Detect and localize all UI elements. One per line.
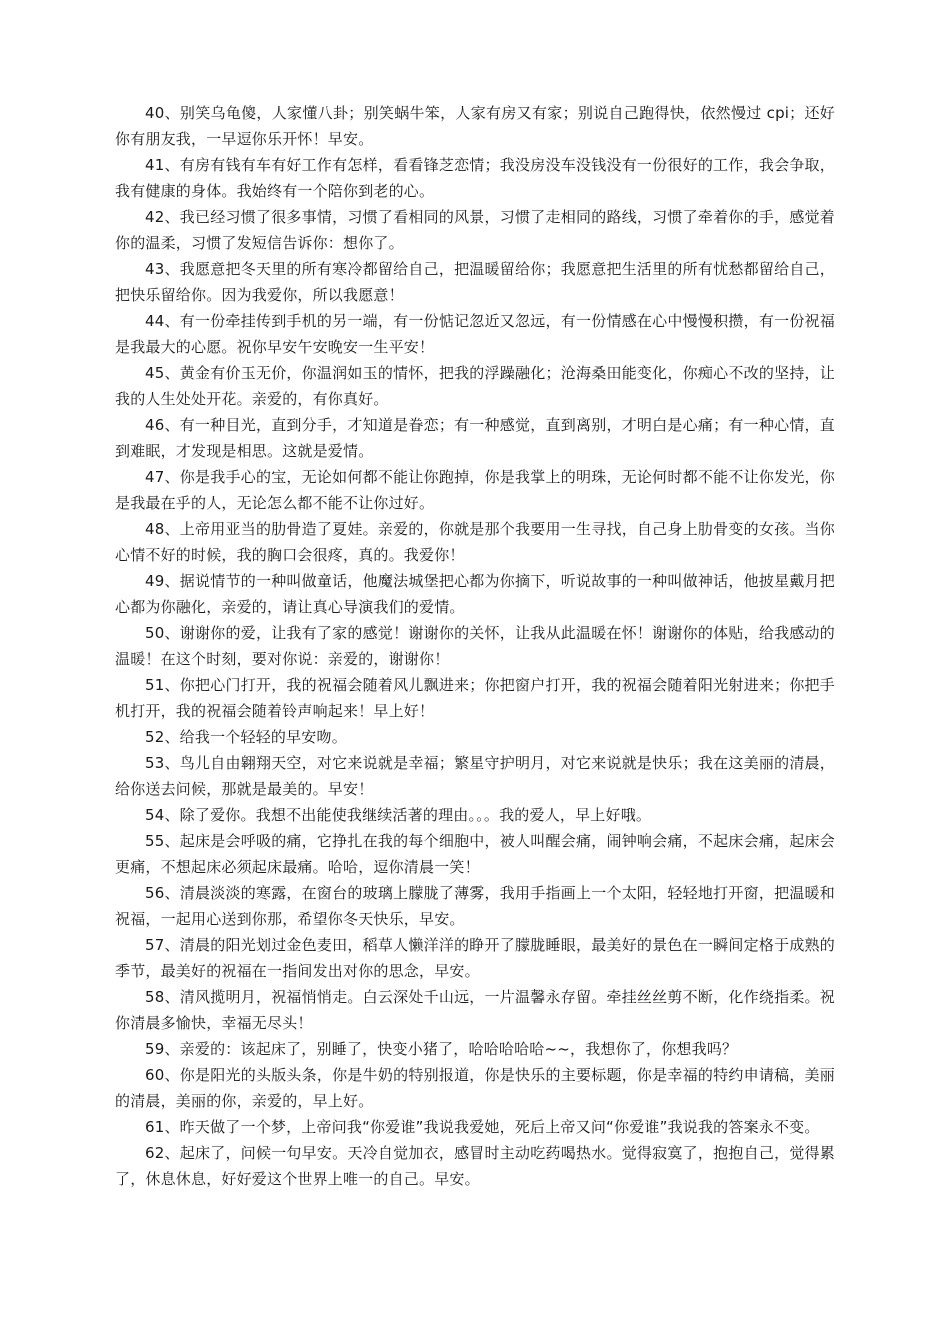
paragraph-45: 45、黄金有价玉无价，你温润如玉的情怀，把我的浮躁融化；沧海桑田能变化，你痴心不改的坚持，让我的人生处处开花。亲爱的，有你真好。 [115, 364, 835, 408]
paragraph-41: 41、有房有钱有车有好工作有怎样，看看锋芝恋情；我没房没车没钱没有一份很好的工作，我会争取，我有健康的身体。我始终有一个陪你到老的心。 [115, 156, 835, 200]
paragraph-51: 51、你把心门打开，我的祝福会随着风儿飘进来；你把窗户打开，我的祝福会随着阳光射进来；你把手机打开，我的祝福会随着铃声响起来！早上好！ [115, 676, 835, 720]
paragraph-52: 52、给我一个轻轻的早安吻。 [145, 728, 347, 746]
paragraph-40: 40、别笑乌龟傻，人家懂八卦；别笑蜗牛笨，人家有房又有家；别说自己跑得快，依然慢过 cpi；还好你有朋友我，一早逗你乐开怀！早安。 [115, 104, 835, 148]
paragraph-50: 50、谢谢你的爱，让我有了家的感觉！谢谢你的关怀，让我从此温暖在怀！谢谢你的体贴，给我感动的温暖！在这个时刻，要对你说：亲爱的，谢谢你！ [115, 624, 835, 668]
paragraph-42: 42、我已经习惯了很多事情，习惯了看相同的风景，习惯了走相同的路线，习惯了牵着你的手，感觉着你的温柔，习惯了发短信告诉你：想你了。 [115, 208, 835, 252]
paragraph-48: 48、上帝用亚当的肋骨造了夏娃。亲爱的，你就是那个我要用一生寻找，自己身上肋骨变的女孩。当你心情不好的时候，我的胸口会很疼，真的。我爱你！ [115, 520, 835, 564]
paragraph-59: 59、亲爱的：该起床了，别睡了，快变小猪了，哈哈哈哈哈~~，我想你了，你想我吗？ [145, 1040, 738, 1058]
paragraph-57: 57、清晨的阳光划过金色麦田，稻草人懒洋洋的睁开了朦胧睡眼，最美好的景色在一瞬间定格于成熟的季节，最美好的祝福在一指间发出对你的思念，早安。 [115, 936, 835, 980]
paragraph-60: 60、你是阳光的头版头条，你是牛奶的特别报道，你是快乐的主要标题，你是幸福的特约申请稿，美丽的清晨，美丽的你，亲爱的，早上好。 [115, 1066, 835, 1110]
paragraph-56: 56、清晨淡淡的寒露，在窗台的玻璃上朦胧了薄雾，我用手指画上一个太阳，轻轻地打开窗，把温暖和祝福，一起用心送到你那，希望你冬天快乐，早安。 [115, 884, 835, 928]
paragraph-46: 46、有一种目光，直到分手，才知道是眷恋；有一种感觉，直到离别，才明白是心痛；有一种心情，直到难眠，才发现是相思。这就是爱情。 [115, 416, 835, 460]
paragraph-43: 43、我愿意把冬天里的所有寒冷都留给自己，把温暖留给你；我愿意把生活里的所有忧愁都留给自己，把快乐留给你。因为我爱你，所以我愿意！ [115, 260, 835, 304]
paragraph-61: 61、昨天做了一个梦，上帝问我“你爱谁”我说我爱她，死后上帝又问“你爱谁”我说我的答案永不变。 [145, 1118, 820, 1136]
paragraph-62: 62、起床了，问候一句早安。天冷自觉加衣，感冒时主动吃药喝热水。觉得寂寞了，抱抱自己，觉得累了，休息休息，好好爱这个世界上唯一的自己。早安。 [115, 1144, 835, 1188]
paragraph-47: 47、你是我手心的宝，无论如何都不能让你跑掉，你是我掌上的明珠，无论何时都不能不让你发光，你是我最在乎的人，无论怎么都不能不让你过好。 [115, 468, 835, 512]
document-body [115, 100, 835, 1192]
paragraph-55: 55、起床是会呼吸的痛，它挣扎在我的每个细胞中，被人叫醒会痛，闹钟响会痛，不起床会痛，起床会更痛，不想起床必须起床最痛。哈哈，逗你清晨一笑！ [115, 832, 835, 876]
paragraph-53: 53、鸟儿自由翱翔天空，对它来说就是幸福；繁星守护明月，对它来说就是快乐；我在这美丽的清晨，给你送去问候，那就是最美的。早安！ [115, 754, 835, 798]
paragraph-54: 54、除了爱你。我想不出能使我继续活著的理由。。。我的爱人，早上好哦。 [145, 806, 652, 824]
paragraph-44: 44、有一份牵挂传到手机的另一端，有一份惦记忽近又忽远，有一份情感在心中慢慢积攒，有一份祝福是我最大的心愿。祝你早安午安晚安一生平安！ [115, 312, 835, 356]
paragraph-58: 58、清风揽明月，祝福悄悄走。白云深处千山远，一片温馨永存留。牵挂丝丝剪不断，化作绕指柔。祝你清晨多愉快，幸福无尽头！ [115, 988, 835, 1032]
paragraph-49: 49、据说情节的一种叫做童话，他魔法城堡把心都为你摘下，听说故事的一种叫做神话，他披星戴月把心都为你融化，亲爱的，请让真心导演我们的爱情。 [115, 572, 835, 616]
